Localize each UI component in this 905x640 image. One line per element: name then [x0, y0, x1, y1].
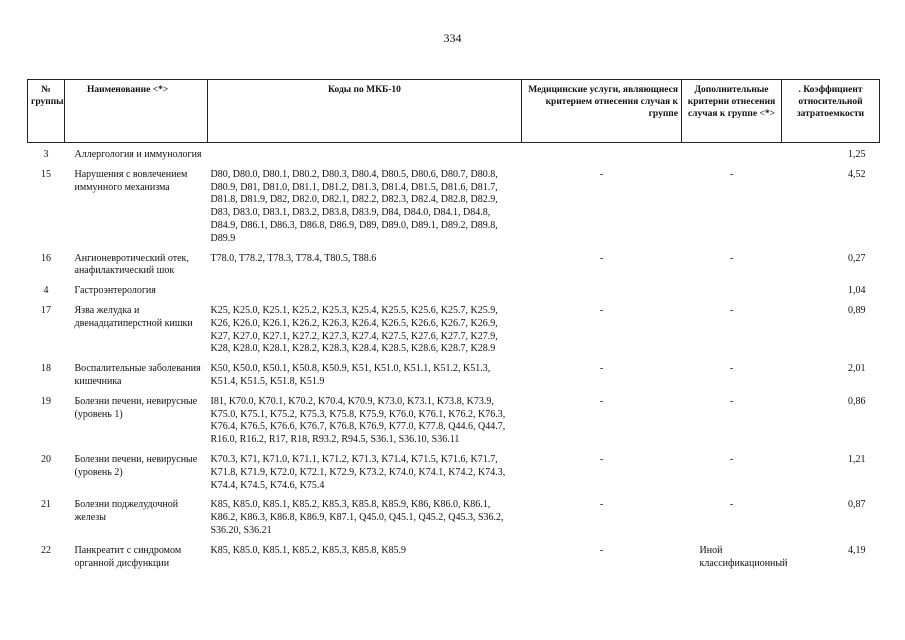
services-cell: - — [599, 499, 604, 511]
extra-criteria-cell: - — [729, 252, 734, 264]
group-number: 21 — [41, 499, 51, 511]
header-name: Наименование <*> — [65, 80, 208, 143]
table-row — [28, 253, 880, 286]
header-coefficient: . Коэффициент относительной затратоемкости — [782, 80, 880, 143]
table-row — [28, 363, 880, 396]
group-name: Нарушения с вовлечением иммунного механизма — [74, 168, 188, 193]
group-name: Язва желудка и двенадцатиперстной кишки — [74, 304, 193, 329]
services-cell: - — [599, 363, 604, 375]
icd-codes-cell: K85, K85.0, K85.1, K85.2, K85.3, K85.8, K85.9 — [210, 544, 407, 556]
group-number: 4 — [43, 285, 49, 297]
icd-codes-cell: K85, K85.0, K85.1, K85.2, K85.3, K85.8, K85.9, K86, K86.0, K86.1, K86.2, K86.3, K86.8, K86.9, K87.1, Q45.0, Q45.1, Q45.2, Q45.3, S36.2, S36.20, S36.21 — [210, 499, 504, 536]
extra-criteria-cell — [682, 285, 782, 305]
extra-criteria-cell: - — [729, 395, 734, 407]
group-name: Болезни печени, невирусные (уровень 2) — [74, 453, 198, 478]
coefficient-cell: 2,01 — [848, 363, 866, 375]
extra-criteria-cell: - — [729, 168, 734, 180]
coefficient-cell: 0,86 — [848, 395, 866, 407]
services-cell — [522, 285, 682, 305]
extra-criteria-cell: - — [729, 304, 734, 316]
group-name: Воспалительные заболевания кишечника — [74, 363, 201, 387]
services-cell: - — [599, 395, 604, 407]
group-number: 15 — [41, 168, 51, 180]
table-row — [28, 396, 880, 454]
table-row — [28, 285, 880, 305]
group-number: 3 — [43, 149, 49, 160]
extra-criteria-cell: - — [729, 363, 734, 375]
coefficient-cell: 0,87 — [848, 499, 866, 511]
icd-codes-cell: K25, K25.0, K25.1, K25.2, K25.3, K25.4, K25.5, K25.6, K25.7, K25.9, K26, K26.0, K26.1, K26.2, K26.3, K26.4, K26.5, K26.6, K26.7, K26.9, K27, K27.0, K27.1, K27.2, K27.3, K27.4, K27.5, K27.6, K27.7, K27.9, K28, K28.0, K28.1, K28.2, K28.3, K28.4, K28.5, K28.6, K28.7, K28.9 — [210, 304, 498, 355]
group-number: 22 — [41, 544, 51, 556]
header-icd-codes: Коды по МКБ-10 — [208, 80, 522, 143]
group-number: 19 — [41, 395, 51, 407]
extra-criteria-cell: Иной классификационный — [699, 544, 788, 569]
coefficient-cell: 1,04 — [848, 285, 866, 297]
coefficient-cell: 0,89 — [848, 304, 866, 316]
table-header-row — [28, 80, 880, 143]
group-name: Гастроэнтерология — [74, 285, 156, 297]
table-row — [28, 169, 880, 253]
coefficient-cell: 1,25 — [848, 149, 866, 160]
group-name: Болезни печени, невирусные (уровень 1) — [74, 395, 198, 420]
icd-codes-cell: D80, D80.0, D80.1, D80.2, D80.3, D80.4, D80.5, D80.6, D80.7, D80.8, D80.9, D81, D81.0, D81.1, D81.2, D81.3, D81.4, D81.5, D81.6, D81.7, D81.8, D81.9, D82, D82.0, D82.1, D82.2, D82.3, D82.4, D82.8, D82.9, D83, D83.0, D83.1, D83.2, D83.8, D83.9, D84, D84.0, D84.1, D84.8, D84.9, D86.1, D86.3, D86.8, D86.9, D89, D89.0, D89.1, D89.2, D89.8, D89.9 — [210, 168, 498, 244]
icd-codes-cell: T78.0, T78.2, T78.3, T78.4, T80.5, T88.6 — [210, 252, 377, 264]
group-number: 16 — [41, 252, 51, 264]
group-number: 18 — [41, 363, 51, 375]
services-cell: - — [599, 544, 604, 556]
extra-criteria-cell: - — [729, 453, 734, 465]
header-group-number: № группы — [28, 80, 65, 143]
services-cell: - — [599, 304, 604, 316]
icd-codes-cell: I81, K70.0, K70.1, K70.2, K70.4, K70.9, K73.0, K73.1, K73.8, K73.9, K75.0, K75.1, K75.2, K75.3, K75.8, K75.9, K76.0, K76.1, K76.2, K76.3, K76.4, K76.5, K76.6, K76.7, K76.8, K76.9, K77.0, K77.8, Q44.6, Q44.7, R16.0, R16.2, R17, R18, R93.2, R94.5, S36.1, S36.10, S36.11 — [210, 395, 506, 446]
services-cell: - — [599, 453, 604, 465]
extra-criteria-cell: - — [729, 499, 734, 511]
icd-codes-cell: K70.3, K71, K71.0, K71.1, K71.2, K71.3, K71.4, K71.5, K71.6, K71.7, K71.8, K71.9, K72.0, K72.1, K72.9, K73.2, K74.0, K74.1, K74.2, K74.3, K74.4, K74.5, K74.6, K75.4 — [210, 453, 506, 491]
coefficient-cell: 1,21 — [848, 453, 866, 465]
header-additional-criteria: Дополнительные критерии отнесения случая к группе <*> — [682, 80, 782, 143]
header-medical-services: Медицинские услуги, являющиеся критерием отнесения случая к группе — [522, 80, 682, 143]
ksg-table — [27, 79, 880, 577]
coefficient-cell: 4,19 — [848, 544, 866, 556]
table-row — [28, 545, 880, 578]
table-row — [28, 454, 880, 499]
group-number: 17 — [41, 304, 51, 316]
services-cell: - — [599, 168, 604, 180]
table-row — [28, 305, 880, 363]
group-name: Панкреатит с синдромом органной дисфункции — [74, 544, 182, 569]
group-name: Болезни поджелудочной железы — [74, 499, 179, 524]
group-name: Аллергология и иммунология — [74, 149, 202, 160]
icd-codes-cell: K50, K50.0, K50.1, K50.8, K50.9, K51, K51.0, K51.1, K51.2, K51.3, K51.4, K51.5, K51.8, K51.9 — [210, 363, 491, 387]
services-cell: - — [599, 252, 604, 264]
table-row — [28, 499, 880, 544]
group-name: Ангионевротический отек, анафилактический шок — [74, 252, 189, 277]
coefficient-cell: 4,52 — [848, 168, 866, 180]
group-number: 20 — [41, 453, 51, 465]
extra-criteria-cell — [682, 143, 782, 169]
coefficient-cell: 0,27 — [848, 252, 866, 264]
table-row — [28, 143, 880, 169]
services-cell — [522, 143, 682, 169]
page-number: 334 — [443, 31, 462, 45]
